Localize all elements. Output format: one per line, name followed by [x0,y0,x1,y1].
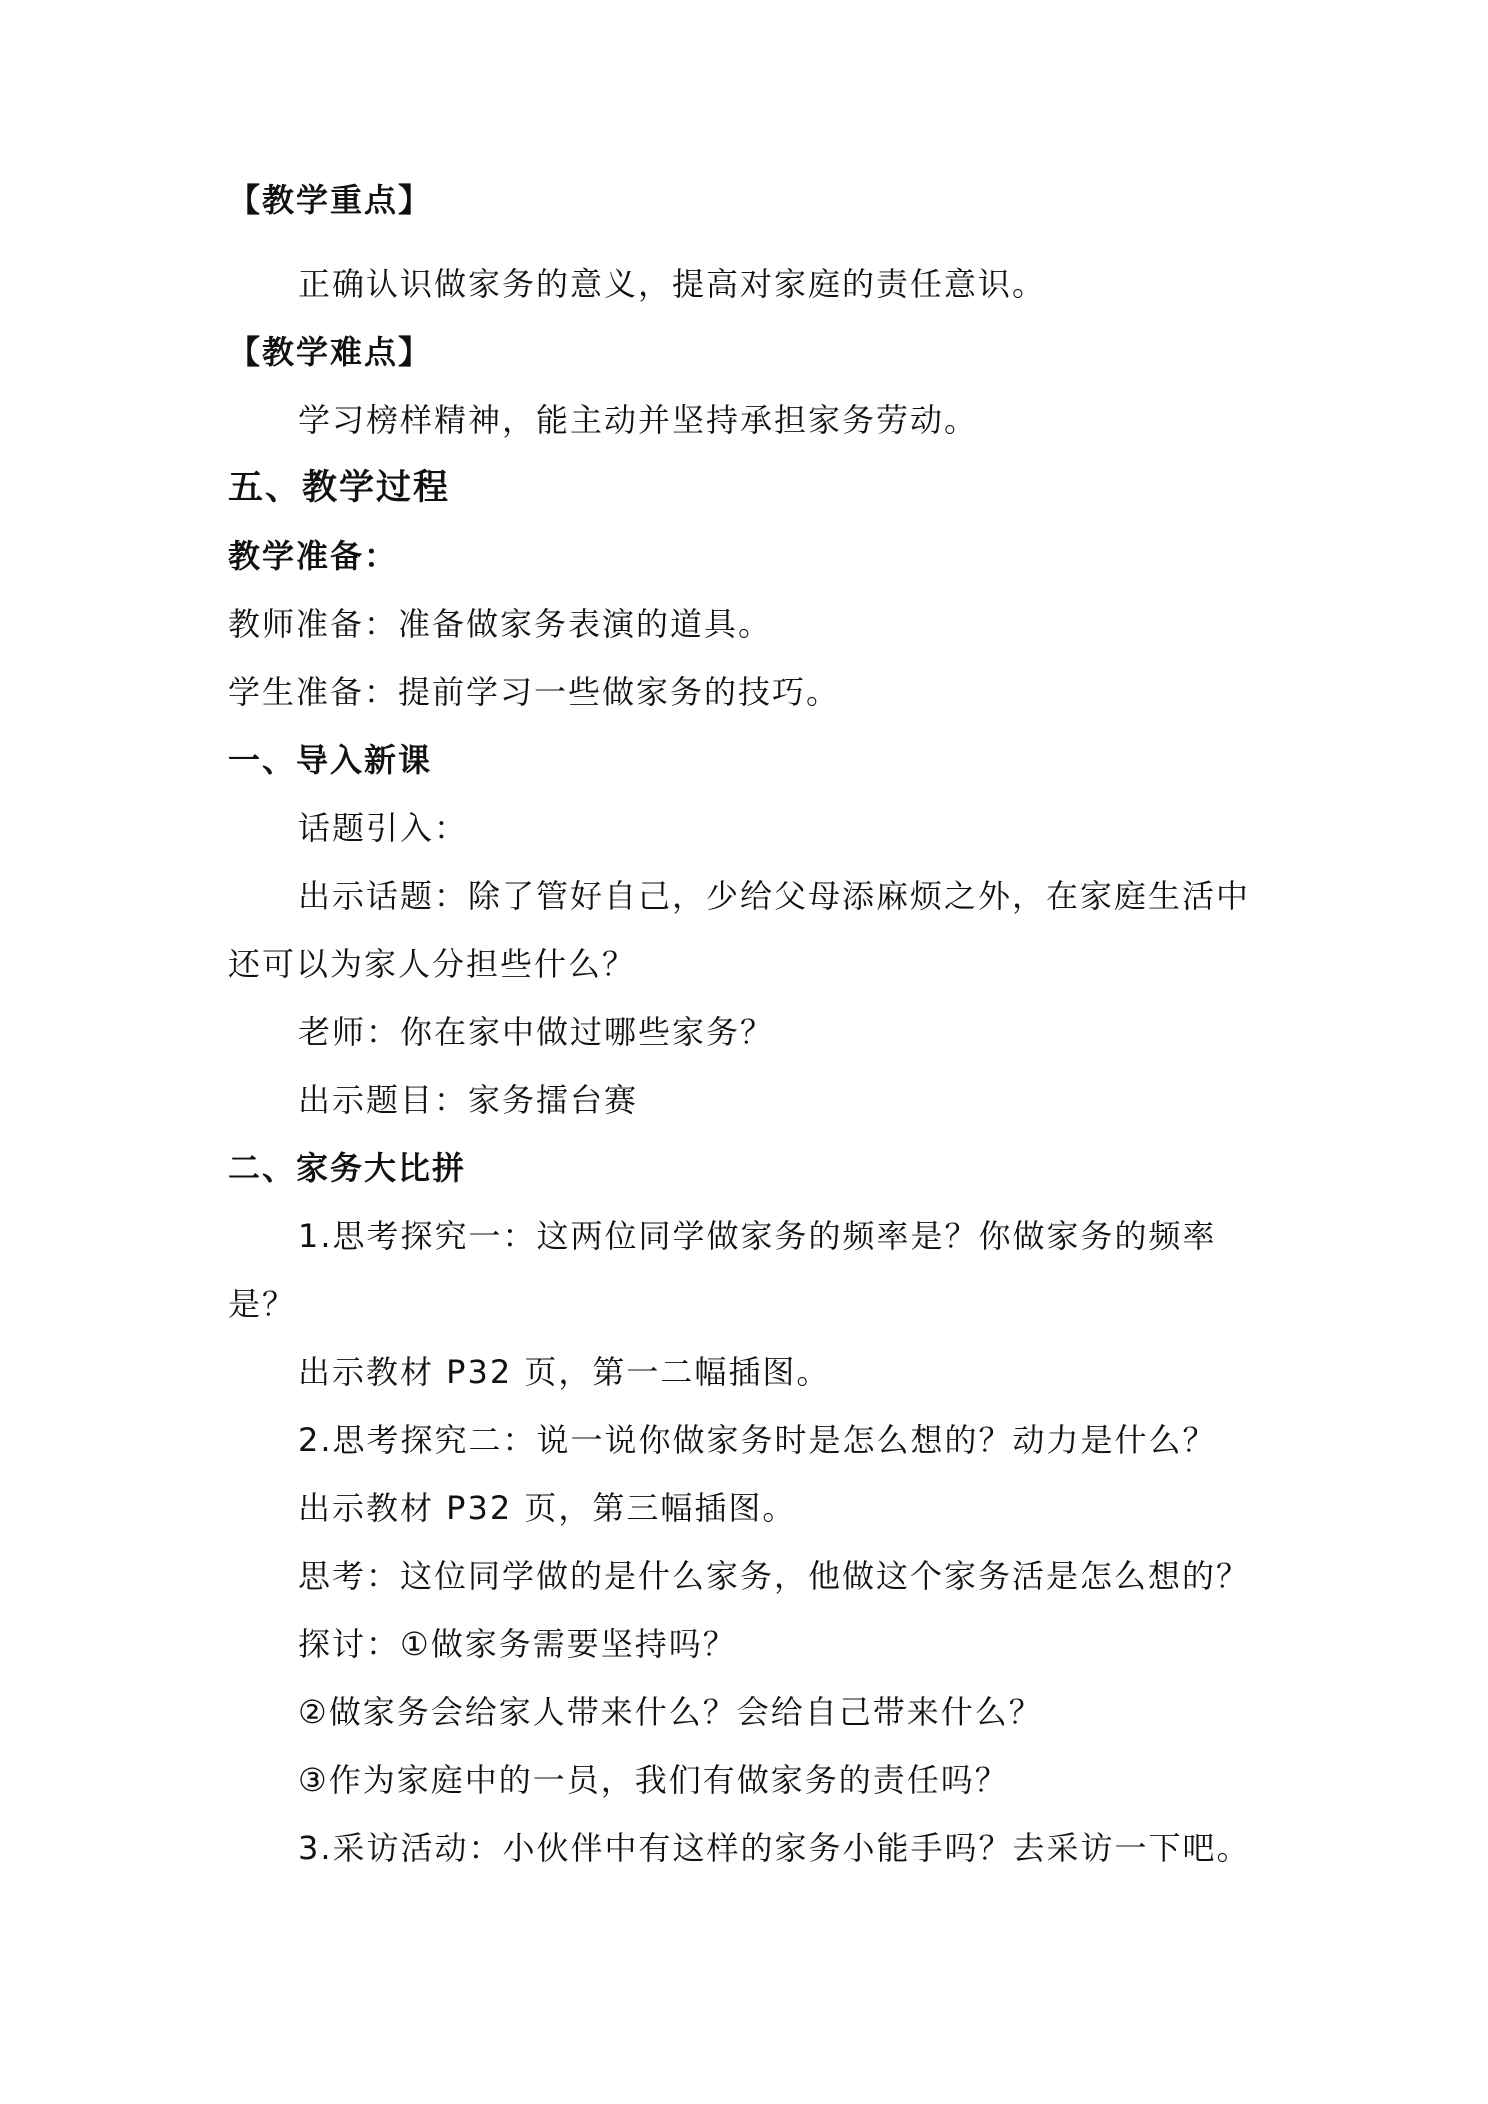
discuss-item-1: 探讨：①做家务需要坚持吗？ [298,1625,737,1663]
interview-activity: 3.采访活动：小伙伴中有这样的家务小能手吗？去采访一下吧。 [298,1829,1251,1867]
teacher-question: 老师：你在家中做过哪些家务？ [298,1013,775,1051]
key-points-heading: 【教学重点】 [228,181,433,219]
part-two-heading: 二、家务大比拼 [228,1149,467,1187]
think2: 2.思考探究二：说一说你做家务时是怎么想的？动力是什么？ [298,1421,1217,1459]
think1-line2: 是？ [228,1285,297,1323]
key-points-text: 正确认识做家务的意义，提高对家庭的责任意识。 [298,265,1047,303]
discuss-item-2: ②做家务会给家人带来什么？会给自己带来什么？ [298,1693,1043,1731]
topic-intro: 话题引入： [298,809,469,847]
difficulties-heading: 【教学难点】 [228,333,433,371]
show-title: 出示题目：家务擂台赛 [298,1081,639,1119]
topic-show-line2: 还可以为家人分担些什么？ [228,945,637,983]
student-prep: 学生准备：提前学习一些做家务的技巧。 [228,673,841,711]
discuss-item-3: ③作为家庭中的一员，我们有做家务的责任吗？ [298,1761,1009,1799]
teacher-prep: 教师准备：准备做家务表演的道具。 [228,605,773,643]
topic-show-line1: 出示话题：除了管好自己，少给父母添麻烦之外，在家庭生活中 [298,877,1251,915]
think1-line1: 1.思考探究一：这两位同学做家务的频率是？你做家务的频率 [298,1217,1217,1255]
show-book2: 出示教材 P32 页，第三幅插图。 [298,1489,797,1527]
prep-heading: 教学准备： [228,537,399,575]
show-book1: 出示教材 P32 页，第一二幅插图。 [298,1353,831,1391]
section-five-heading: 五、教学过程 [228,468,451,508]
part-one-heading: 一、导入新课 [228,741,433,779]
think-question: 思考：这位同学做的是什么家务，他做这个家务活是怎么想的？ [298,1557,1251,1595]
difficulties-text: 学习榜样精神，能主动并坚持承担家务劳动。 [298,401,979,439]
